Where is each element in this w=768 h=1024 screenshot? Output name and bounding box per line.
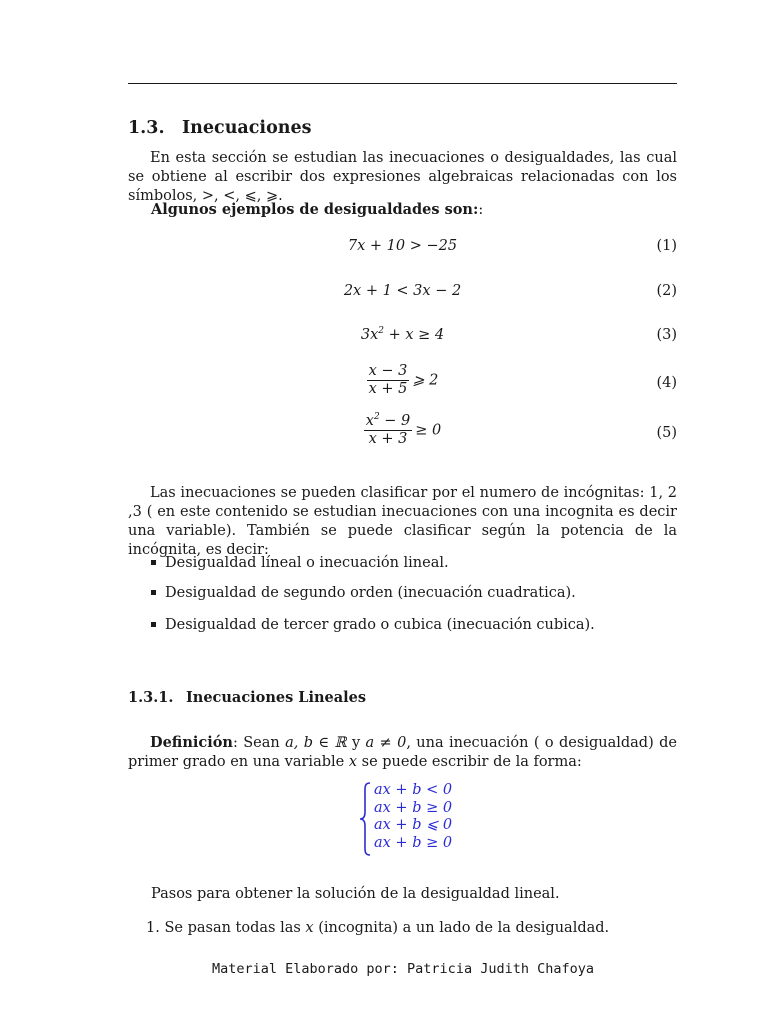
equation-3 xyxy=(128,326,677,348)
equation-5-expr xyxy=(128,413,677,448)
definition-text: : Sean xyxy=(232,735,286,751)
footer-credit: Material Elaborado por: Patricia Judith Chafoya xyxy=(211,961,594,977)
equation-5-tag: (5) xyxy=(656,425,677,441)
examples-heading-tail: : xyxy=(478,202,484,218)
equation-3-part-b: + x ≥ 4 xyxy=(384,327,445,343)
bullet-square-icon xyxy=(151,590,156,595)
step-number: 1. xyxy=(146,920,160,936)
system-rows xyxy=(374,782,452,852)
equation-4-relation: ⩾ 2 xyxy=(412,372,439,389)
definition-paragraph xyxy=(128,733,677,772)
subsection-title: Inecuaciones Lineales xyxy=(186,689,367,706)
equation-4-tag: (4) xyxy=(656,375,677,391)
bullet-square-icon xyxy=(151,622,156,627)
equation-4-numerator: x − 3 xyxy=(368,363,408,379)
definition-text: se puede escribir de la forma: xyxy=(357,754,582,770)
equation-5-denominator: x + 3 xyxy=(368,431,408,447)
equation-2-expr: 2x + 1 < 3x − 2 xyxy=(343,283,462,299)
step-text: (incognita) a un lado de la desigualdad. xyxy=(313,920,610,936)
bullet-square-icon xyxy=(151,560,156,565)
equation-4-fraction xyxy=(367,363,410,398)
system-row: ax + b ≥ 0 xyxy=(374,799,453,816)
definition-math: a, b ∈ ℝ xyxy=(285,735,347,751)
step-math: x xyxy=(305,920,314,936)
equation-1-tag: (1) xyxy=(656,238,677,254)
step-item xyxy=(146,919,609,938)
examples-heading-text: Algunos ejemplos de desigualdades son: xyxy=(151,201,479,218)
classification-paragraph: Las inecuaciones se pueden clasificar por el numero de incógnitas: 1, 2 ,3 ( en este contenido se estudian inecuaciones con una incognita es decir una variable). También se puede clasificar según la potencia de la incógnita, es decir: xyxy=(128,485,677,558)
equation-3-part-a: 3x xyxy=(360,327,379,343)
definition-text: y xyxy=(346,735,366,751)
section-number: 1.3. xyxy=(128,118,165,138)
equation-1-expr: 7x + 10 > −25 xyxy=(347,238,458,254)
intro-paragraph: En esta sección se estudian las inecuaciones o desigualdades, las cual se obtiene al escribir dos expresiones algebraicas relacionadas con los símbolos, >, <, ⩽, ⩾. xyxy=(128,150,677,204)
header-rule xyxy=(128,83,677,84)
equation-1 xyxy=(128,237,677,259)
equation-3-exponent: 2 xyxy=(378,326,384,336)
subsection-number: 1.3.1. xyxy=(128,689,174,706)
system-row: ax + b < 0 xyxy=(374,782,453,798)
equation-3-tag: (3) xyxy=(656,327,677,343)
definition-math: x xyxy=(348,754,358,770)
system-row: ax + b ⩽ 0 xyxy=(374,817,453,833)
section-heading xyxy=(128,119,311,138)
step-text: Se pasan todas las xyxy=(164,920,306,936)
bullet-item-text: Desigualdad de tercer grado o cubica (inecuación cubica). xyxy=(165,617,595,633)
definition-math: a ≠ 0 xyxy=(365,735,407,751)
equation-5 xyxy=(128,413,677,457)
bullet-item xyxy=(151,584,576,603)
equation-5-num-b: − 9 xyxy=(379,413,411,429)
equation-5-exponent: 2 xyxy=(373,412,380,422)
definition-label: Definición xyxy=(150,734,233,751)
equation-2-tag: (2) xyxy=(656,283,677,299)
subsection-heading xyxy=(128,688,366,707)
bullet-item xyxy=(151,616,595,635)
bullet-item xyxy=(151,554,449,573)
equation-4-denominator: x + 5 xyxy=(368,381,408,397)
section-title: Inecuaciones xyxy=(182,118,312,138)
equation-5-fraction xyxy=(364,413,413,448)
equation-2 xyxy=(128,282,677,304)
system-row: ax + b ≥ 0 xyxy=(374,834,453,851)
steps-intro: Pasos para obtener la solución de la desigualdad lineal. xyxy=(151,886,560,902)
left-brace-icon xyxy=(358,782,372,856)
equation-5-num-a: x xyxy=(365,413,374,429)
equation-3-expr xyxy=(128,326,677,345)
examples-heading xyxy=(151,200,483,220)
bullet-item-text: Desigualdad líneal o inecuación lineal. xyxy=(165,555,449,571)
definition-text: , una inecuación ( o desigualdad) de primer grado en una variable xyxy=(128,735,677,770)
equation-5-relation: ≥ 0 xyxy=(415,422,442,439)
bullet-item-text: Desigualdad de segundo orden (inecuación cuadratica). xyxy=(165,585,576,601)
equation-5-numerator xyxy=(364,413,413,431)
equation-4-expr xyxy=(128,363,677,398)
equation-4 xyxy=(128,363,677,407)
